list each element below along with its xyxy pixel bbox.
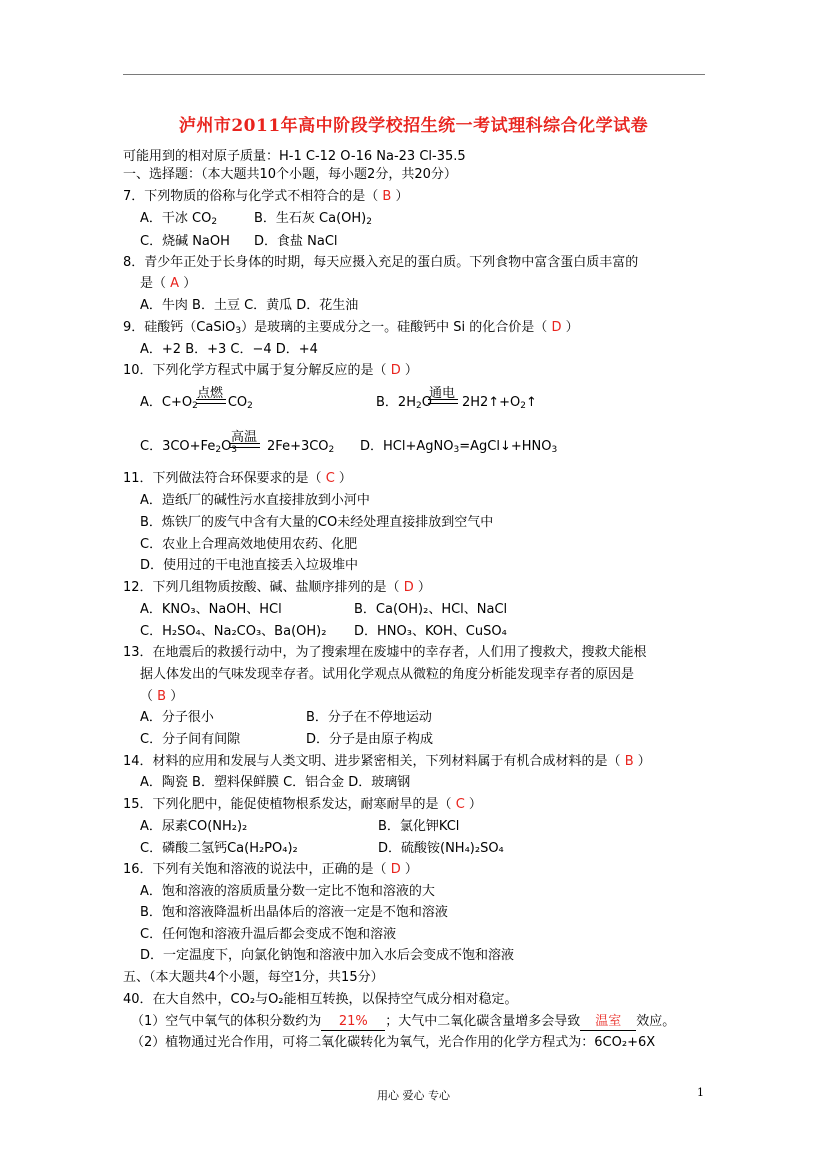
option-c: C．烧碱 NaOH xyxy=(140,234,230,249)
answer: B xyxy=(157,689,167,704)
question-15: 15．下列化肥中，能促使植物根系发达，耐寒耐旱的是（ C ） xyxy=(123,797,482,812)
option-c: C．H₂SO₄、Na₂CO₃、Ba(OH)₂ xyxy=(140,624,327,639)
question-8-cont: 是（ A ） xyxy=(140,276,197,291)
question-13: 13．在地震后的救援行动中，为了搜索埋在废墟中的幸存者，人们用了搜救犬，搜救犬能根 xyxy=(123,645,647,660)
answer-blank: 温室 xyxy=(580,1014,636,1031)
question-8-options: A．牛肉 B．土豆 C．黄瓜 D．花生油 xyxy=(140,298,359,313)
option-b: B．分子在不停地运动 xyxy=(306,710,432,725)
option-b: B．$2H_2O$ $2H2↑+O_2↑$ xyxy=(376,395,537,411)
equals-sign xyxy=(428,399,458,404)
question-9-options: A．+2 B．+3 C．−4 D．+4 xyxy=(140,342,318,357)
question-7: 7．下列物质的俗称与化学式不相符合的是（ B ） xyxy=(123,189,409,204)
option-b: B．生石灰 $Ca(OH)_2$ xyxy=(254,211,372,227)
option-c: C．农业上合理高效地使用农药、化肥 xyxy=(140,537,358,552)
equals-sign xyxy=(230,443,260,448)
question-8: 8．青少年正处于长身体的时期，每天应摄入充足的蛋白质。下列食物中富含蛋白质丰富的 xyxy=(123,255,639,270)
question-11: 11．下列做法符合环保要求的是（ C ） xyxy=(123,471,352,486)
section-5-heading: 五、（本大题共4个小题，每空1分，共15分） xyxy=(123,970,384,985)
answer-blank: 21% xyxy=(321,1014,385,1031)
option-a: A．$C+O_2$ $CO_2$ xyxy=(140,395,253,411)
question-14-options: A．陶瓷 B．塑料保鲜膜 C．铝合金 D．玻璃钢 xyxy=(140,775,411,790)
option-a: A．干冰 $CO_2$ xyxy=(140,211,218,227)
option-d: D．硫酸铵(NH₄)₂SO₄ xyxy=(378,841,504,856)
option-a: A．KNO₃、NaOH、HCl xyxy=(140,602,282,617)
option-d: D．分子是由原子构成 xyxy=(306,732,434,747)
answer: D xyxy=(390,862,401,877)
option-b: B．Ca(OH)₂、HCl、NaCl xyxy=(354,602,508,617)
page-title: 泸州市2011年高中阶段学校招生统一考试理科综合化学试卷 xyxy=(178,116,649,136)
option-d: D．食盐 NaCl xyxy=(254,234,338,249)
question-9: 9．硅酸钙（CaSiO$_3$）是玻璃的主要成分之一。硅酸钙中 Si 的化合价是（ D ） xyxy=(123,320,579,336)
option-c: C．磷酸二氢钙Ca(H₂PO₄)₂ xyxy=(140,841,298,856)
answer: D xyxy=(390,363,401,378)
option-d: D．$HCl+AgNO_3=AgCl↓+HNO_3$ xyxy=(360,439,558,455)
condition-electrolysis: 通电 xyxy=(429,386,456,401)
option-a: A．饱和溶液的溶质质量分数一定比不饱和溶液的大 xyxy=(140,884,435,899)
question-40-part-2: （2）植物通过光合作用，可将二氧化碳转化为氧气，光合作用的化学方程式为：6CO₂+6X xyxy=(131,1035,656,1050)
option-a: A．尿素CO(NH₂)₂ xyxy=(140,819,248,834)
question-14: 14．材料的应用和发展与人类文明、进步紧密相关，下列材料属于有机合成材料的是（ B ） xyxy=(123,754,651,769)
section-1-heading: 一、选择题：（本大题共10个小题，每小题2分，共20分） xyxy=(123,167,457,182)
question-16: 16．下列有关饱和溶液的说法中，正确的是（ D ） xyxy=(123,862,418,877)
option-c: C．任何饱和溶液升温后都会变成不饱和溶液 xyxy=(140,927,397,942)
option-c: C．分子间有间隙 xyxy=(140,732,241,747)
option-d: D．使用过的干电池直接丢入垃圾堆中 xyxy=(140,558,359,573)
answer: B xyxy=(624,754,634,769)
condition-ignite: 点燃 xyxy=(197,386,224,401)
answer: A xyxy=(170,276,180,291)
option-a: A．分子很小 xyxy=(140,710,214,725)
answer: B xyxy=(382,189,392,204)
equals-sign xyxy=(196,399,226,404)
page-number: 1 xyxy=(697,1086,704,1099)
condition-high-temp: 高温 xyxy=(231,430,258,445)
option-d: D．一定温度下，向氯化钠饱和溶液中加入水后会变成不饱和溶液 xyxy=(140,948,515,963)
answer: C xyxy=(325,471,335,486)
question-40: 40．在大自然中，CO₂与O₂能相互转换，以保持空气成分相对稳定。 xyxy=(123,992,518,1007)
page-footer: 用心 爱心 专心 xyxy=(377,1089,450,1102)
atomic-mass-line: 可能用到的相对原子质量：H-1 C-12 O-16 Na-23 Cl-35.5 xyxy=(123,149,466,164)
question-12: 12．下列几组物质按酸、碱、盐顺序排列的是（ D ） xyxy=(123,580,431,595)
question-10: 10．下列化学方程式中属于复分解反应的是（ D ） xyxy=(123,363,418,378)
question-13-answer: （ B ） xyxy=(140,689,184,704)
option-b: B．饱和溶液降温析出晶体后的溶液一定是不饱和溶液 xyxy=(140,905,448,920)
question-40-part-1: （1）空气中氧气的体积分数约为 21% ；大气中二氧化碳含量增多会导致 温室 效应。 xyxy=(131,1014,676,1029)
option-b: B．炼铁厂的废气中含有大量的CO未经处理直接排放到空气中 xyxy=(140,515,494,530)
header-rule xyxy=(123,74,705,75)
answer: D xyxy=(551,320,562,335)
option-b: B．氯化钾KCl xyxy=(378,819,460,834)
question-stem: 7．下列物质的俗称与化学式不相符合的是（ xyxy=(123,189,379,204)
option-c: C．$3CO+Fe_2O_3$ $2Fe+3CO_2$ xyxy=(140,439,335,455)
question-13-cont: 据人体发出的气味发现幸存者。试用化学观点从微粒的角度分析能发现幸存者的原因是 xyxy=(140,667,635,682)
option-a: A．造纸厂的碱性污水直接排放到小河中 xyxy=(140,493,370,508)
answer: C xyxy=(455,797,465,812)
answer: D xyxy=(403,580,414,595)
option-d: D．HNO₃、KOH、CuSO₄ xyxy=(354,624,507,639)
